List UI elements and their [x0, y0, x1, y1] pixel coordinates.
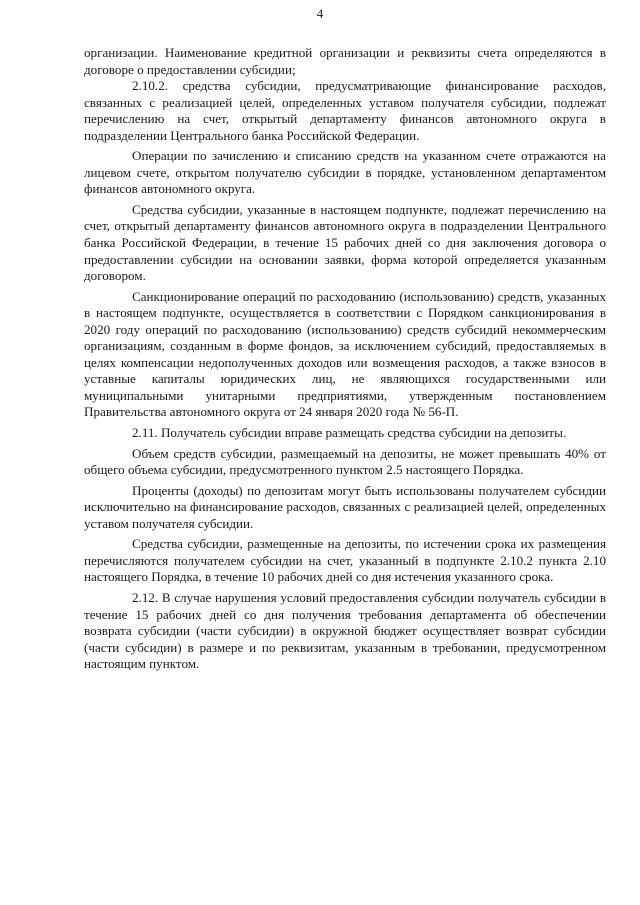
paragraph-operations: Операции по зачислению и списанию средств на указанном счете отражаются на лицевом счете, открытом получателю субсидии в порядке, установленном департаментом финансов автономного округа.	[84, 148, 606, 197]
paragraph-2-12: 2.12. В случае нарушения условий предоставления субсидии получатель субсидии в течение 15 рабочих дней со дня получения требования департамента об обеспечении возврата субсидии (части субсидии) в окружной бюджет осуществляет возврат субсидии (части субсидии) в размере и по реквизитам, указанным в требовании, предусмотренном настоящим пунктом.	[84, 589, 606, 672]
paragraph-deposit-limit: Объем средств субсидии, размещаемый на депозиты, не может превышать 40% от общего объема субсидии, предусмотренного пунктом 2.5 настоящего Порядка.	[84, 445, 606, 478]
paragraph-continuation: организации. Наименование кредитной организации и реквизиты счета определяются в договоре о предоставлении субсидии;	[84, 45, 606, 77]
paragraph-deposit-return: Средства субсидии, размещенные на депозиты, по истечении срока их размещения перечисляются получателем субсидии на счет, указанный в подпункте 2.10.2 пункта 2.10 настоящего Порядка, в течение 10 рабочих дней со дня истечения указанного срока.	[84, 536, 606, 585]
paragraph-interest: Проценты (доходы) по депозитам могут быть использованы получателем субсидии исключительно на финансирование расходов, связанных с реализацией целей, определенных уставом получателя субсидии.	[84, 482, 606, 531]
paragraph-2-10-2: 2.10.2. средства субсидии, предусматривающие финансирование расходов, связанных с реализацией целей, определенных уставом получателя субсидии, подлежат перечислению на счет, открытый департаменту финансов автономного округа в подразделении Центрального банка Российской Федерации.	[84, 78, 606, 143]
document-body	[84, 45, 606, 673]
paragraph-2-11: 2.11. Получатель субсидии вправе размещать средства субсидии на депозиты.	[132, 425, 567, 441]
paragraph-sanctioning: Санкционирование операций по расходованию (использованию) средств, указанных в настоящем подпункте, осуществляется в соответствии с Порядком санкционирования в 2020 году операций по расходованию (использованию) средств субсидий некоммерческим организациям, созданным в форме фондов, за исключением субсидий, предоставляемых в целях компенсации недополученных доходов или возмещения расходов, а также взносов в уставные капиталы юридических лиц, не являющихся государственными или муниципальными унитарными предприятиями, утвержденным постановлением Правительства автономного округа от 24 января 2020 года № 56-П.	[84, 288, 606, 420]
paragraph-transfer-funds: Средства субсидии, указанные в настоящем подпункте, подлежат перечислению на счет, открытый департаменту финансов автономного округа в подразделении Центрального банка Российской Федерации, в течение 15 рабочих дней со дня заключения договора о предоставлении субсидии на основании заявки, форма которой определяется указанным договором.	[84, 201, 606, 284]
page-number: 4	[316, 6, 324, 21]
